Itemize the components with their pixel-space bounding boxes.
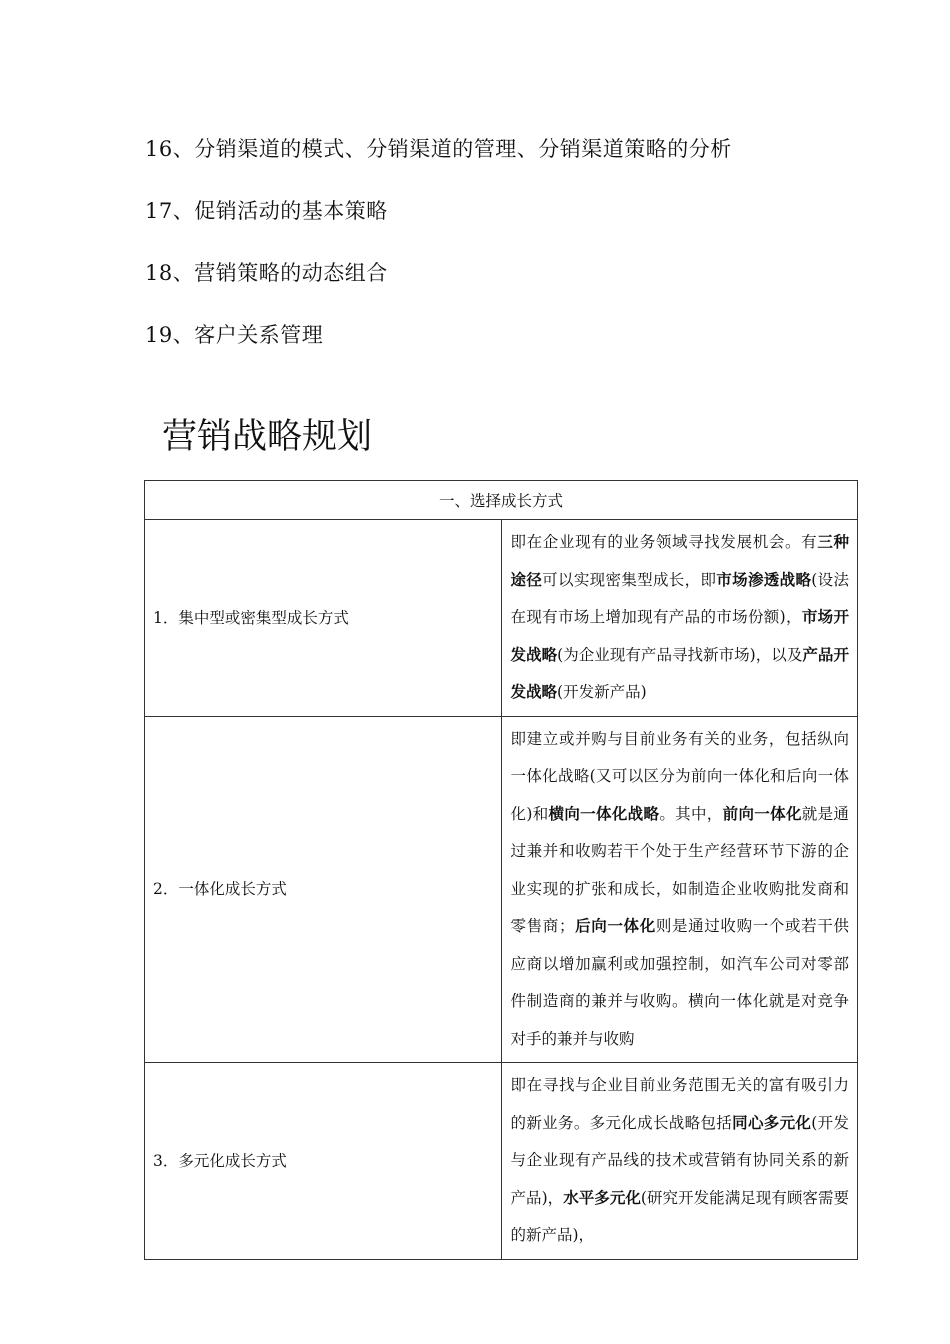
key-term: 三种途径 (510, 533, 849, 589)
table-header: 一、选择成长方式 (145, 481, 858, 520)
row-label: 2．一体化成长方式 (145, 716, 502, 1063)
description-text: (开发与企业现有产品线的技术或营销有协同关系的新产品)， (510, 1113, 849, 1207)
key-term: 前向一体化 (722, 804, 802, 823)
description-text: 就是通过兼并和收购若干个处于生产经营环节下游的企业实现的扩张和成长，如制造企业收购批发商和零售商； (510, 804, 849, 935)
description-text: 即建立或并购与目前业务有关的业务，包括纵向一体化战略(又可以区分为前向一体化和后向一体化)和 (510, 729, 849, 823)
key-term: 水平多元化 (563, 1188, 641, 1207)
table-row (145, 1063, 858, 1260)
row-description (501, 1063, 858, 1260)
row-label: 1．集中型或密集型成长方式 (145, 520, 502, 717)
row-description (501, 716, 858, 1063)
description-text: (开发新产品) (557, 683, 647, 701)
list-item: 18、营销策略的动态组合 (145, 261, 388, 285)
table-row (145, 520, 858, 717)
description-text: 则是通过收购一个或若干供应商以增加赢利或加强控制，如汽车公司对零部件制造商的兼并与收购。横向一体化就是对竞争对手的兼并与收购 (510, 917, 849, 1048)
description-text: (设法在现有市场上增加现有产品的市场份额)， (510, 570, 849, 626)
row-label: 3．多元化成长方式 (145, 1063, 502, 1260)
key-term: 同心多元化 (732, 1113, 812, 1132)
description-text: 即在寻找与企业目前业务范围无关的富有吸引力的新业务。多元化成长战略包括 (510, 1076, 849, 1132)
description-text: 即在企业现有的业务领域寻找发展机会。有 (510, 533, 818, 551)
key-term: 市场开发战略 (510, 608, 849, 664)
key-term: 市场渗透战略 (716, 570, 812, 589)
key-term: 后向一体化 (574, 917, 656, 935)
row-description (501, 520, 858, 717)
description-text: 可以实现密集型成长，即 (542, 570, 717, 589)
topic-list (145, 134, 732, 382)
list-item: 16、分销渠道的模式、分销渠道的管理、分销渠道策略的分析 (145, 137, 732, 161)
description-text: 。其中， (659, 804, 723, 823)
growth-strategy-table (144, 480, 858, 1260)
section-title: 营销战略规划 (162, 417, 373, 457)
description-text: (为企业现有产品寻找新市场)，以及 (557, 645, 803, 664)
table-row (145, 716, 858, 1063)
list-item: 17、促销活动的基本策略 (145, 199, 388, 223)
list-item: 19、客户关系管理 (145, 323, 324, 347)
key-term: 产品开发战略 (510, 645, 849, 701)
key-term: 横向一体化战略 (548, 804, 660, 823)
description-text: (研究开发能满足现有顾客需要的新产品)， (510, 1188, 849, 1244)
